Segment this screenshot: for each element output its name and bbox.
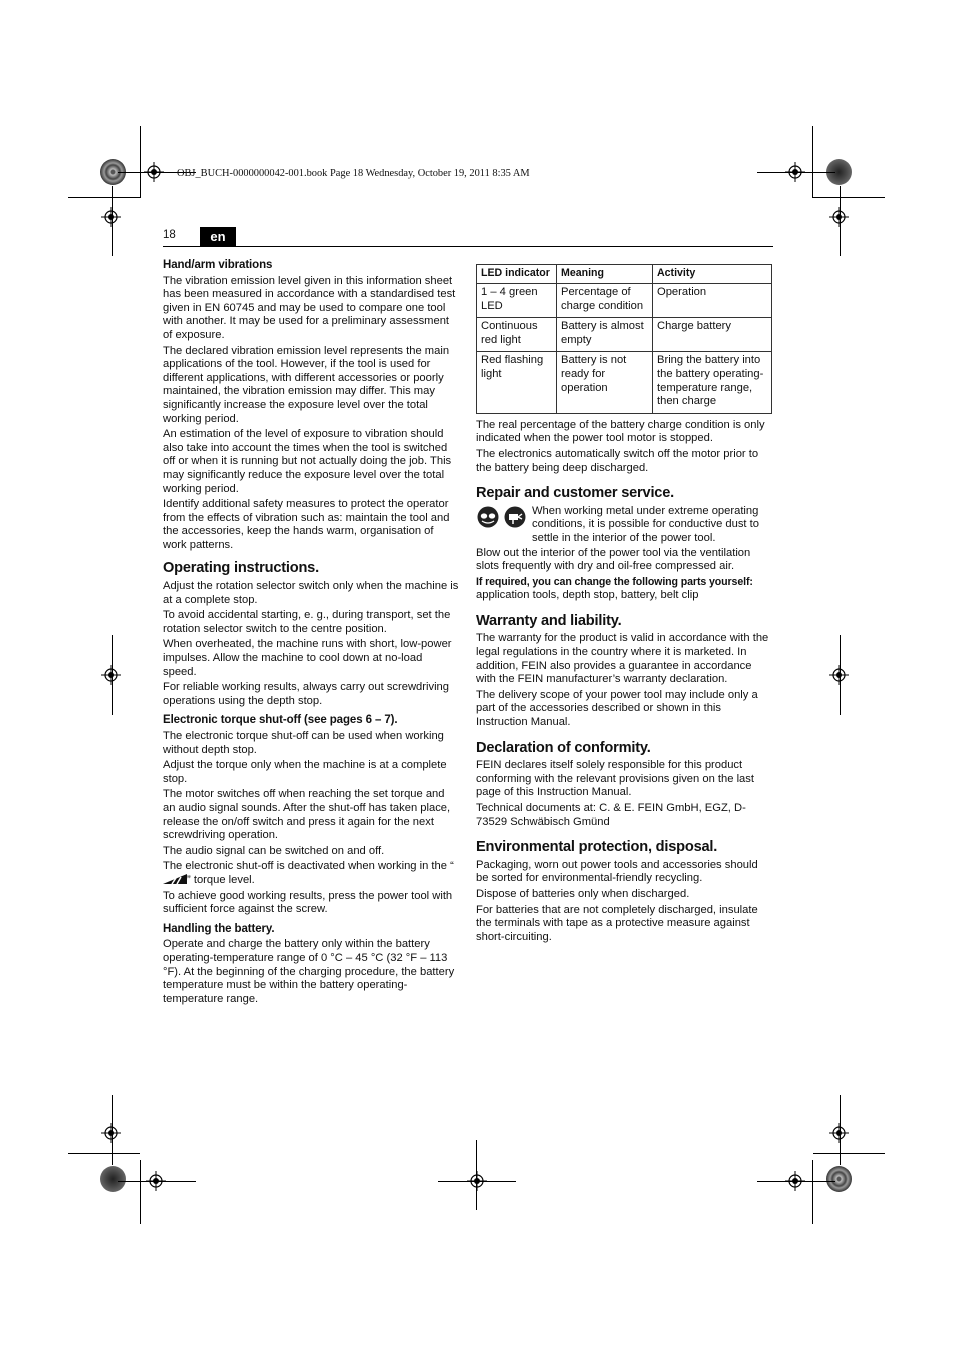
crop-line bbox=[140, 126, 141, 198]
paragraph: The audio signal can be switched on and off. bbox=[163, 844, 385, 857]
deactivated-text-before: The electronic shut-off is deactivated when working in the “ bbox=[163, 860, 454, 873]
left-column bbox=[163, 259, 459, 1008]
paragraph: The electronics automatically switch off the motor prior to the battery being deep discharged. bbox=[476, 447, 759, 474]
paragraph: The declared vibration emission level represents the main applications of the tool. However, if the tool is used for different applications, with different accessories or poorly maintained, the vibration emission may differ. This may significantly increase the exposure level over the total working period. bbox=[163, 344, 450, 425]
crop-line bbox=[813, 197, 885, 198]
paragraph: The warranty for the product is valid in accordance with the legal regulations in the country where it is marketed. In addition, FEIN also provides a guarantee in accordance with the FEIN manufacturer’s warranty declaration. bbox=[476, 632, 769, 686]
paragraph: An estimation of the level of exposure to vibration should also take into account the times when the tool is switched off or when it is running but not actually doing the job. This may significantly reduce the exposure level over the total working period. bbox=[163, 428, 452, 495]
battery-section bbox=[163, 923, 459, 1007]
torque-heading: Electronic torque shut-off (see pages 6 – 7). bbox=[163, 714, 398, 727]
registration-mark-icon bbox=[829, 207, 849, 227]
crop-line bbox=[813, 1153, 885, 1154]
paragraph: Identify additional safety measures to protect the operator from the effects of vibration such as: maintain the tool and the accessories, keep the hands warm, organisation of work patterns. bbox=[163, 498, 450, 551]
crop-line bbox=[118, 1181, 196, 1182]
paragraph: The delivery scope of your power tool may include only a part of the accessories described or shown in this Instruction Manual. bbox=[476, 688, 758, 729]
led-table bbox=[476, 264, 772, 414]
paragraph: The electronic torque shut-off can be used when working without depth stop. bbox=[163, 730, 444, 756]
crop-line bbox=[840, 1095, 841, 1165]
paragraph: To avoid accidental starting, e. g., during transport, set the rotation selector switch to the centre position. bbox=[163, 609, 451, 635]
crop-line bbox=[112, 1095, 113, 1165]
paragraph: For batteries that are not completely discharged, insulate the terminals with tape as a protective measure against short-circuiting. bbox=[476, 903, 758, 943]
crop-line bbox=[840, 635, 841, 715]
table-cell: Battery is almost empty bbox=[557, 318, 653, 352]
color-rosette-icon bbox=[100, 1166, 126, 1192]
paragraph: The motor switches off when reaching the set torque and an audio signal sounds. After the shut-off has taken place, release the on/off switch and press it again for the next screwdriving operation. bbox=[163, 788, 451, 842]
table-header: Activity bbox=[653, 265, 772, 284]
environment-section bbox=[476, 841, 773, 944]
crop-line bbox=[812, 1160, 813, 1224]
paragraph: Dispose of batteries only when discharged. bbox=[476, 887, 690, 900]
table-cell: 1 – 4 green LED bbox=[477, 284, 557, 318]
crop-line bbox=[840, 186, 841, 256]
registration-mark-icon bbox=[101, 1123, 121, 1143]
header-rule bbox=[163, 246, 773, 247]
conformity-section bbox=[476, 739, 773, 830]
crop-line bbox=[68, 197, 140, 198]
table-row bbox=[477, 284, 772, 318]
table-cell: Bring the battery into the battery operating-temperature range, then charge bbox=[653, 352, 772, 413]
table-header-row bbox=[477, 265, 772, 284]
paragraph: Blow out the interior of the power tool via the ventilation slots frequently with dry and oil-free compressed air. bbox=[476, 546, 751, 573]
table-cell: Percentage of charge condition bbox=[557, 284, 653, 318]
paragraph: The real percentage of the battery charge condition is only indicated when the power tool motor is stopped. bbox=[476, 418, 765, 445]
repair-icon-block bbox=[476, 505, 773, 546]
paragraph: For reliable working results, always carry out screwdriving operations using the depth stop. bbox=[163, 681, 449, 707]
torque-section bbox=[163, 714, 459, 916]
language-tab: en bbox=[200, 227, 236, 246]
crop-line bbox=[438, 1181, 516, 1182]
crop-line bbox=[68, 1153, 140, 1154]
warranty-section bbox=[476, 612, 773, 730]
paragraph: When working metal under extreme operating conditions, it is possible for conductive dust to settle in the interior of the power tool. bbox=[532, 504, 759, 544]
warranty-heading: Warranty and liability. bbox=[476, 612, 622, 629]
torque-level-icon bbox=[163, 874, 187, 884]
paragraph: application tools, depth stop, battery, belt clip bbox=[476, 589, 699, 602]
paragraph: Technical documents at: C. & E. FEIN GmbH, EGZ, D-73529 Schwäbisch Gmünd bbox=[476, 802, 746, 828]
table-row bbox=[477, 318, 772, 352]
paragraph: Packaging, worn out power tools and accessories should be sorted for environmental-friendly recycling. bbox=[476, 858, 758, 885]
compressed-air-icon bbox=[504, 506, 526, 528]
registration-mark-icon bbox=[101, 207, 121, 227]
crop-line bbox=[476, 1140, 477, 1210]
replaceable-parts-heading: If required, you can change the following parts yourself: bbox=[476, 575, 753, 588]
paragraph: When overheated, the machine runs with short, low-power impulses. Allow the machine to cool down at no-load speed. bbox=[163, 638, 452, 678]
page-number: 18 bbox=[163, 229, 176, 241]
crop-line bbox=[112, 635, 113, 715]
deactivated-text-after: ” torque level. bbox=[187, 873, 255, 886]
operating-section bbox=[163, 562, 459, 708]
crop-line bbox=[757, 1181, 835, 1182]
table-cell: Continuous red light bbox=[477, 318, 557, 352]
registration-mark-icon bbox=[829, 665, 849, 685]
crop-line bbox=[812, 126, 813, 198]
paragraph bbox=[163, 860, 459, 887]
crop-line bbox=[140, 1160, 141, 1224]
table-cell: Red flashing light bbox=[477, 352, 557, 413]
color-rosette-icon bbox=[826, 1166, 852, 1192]
table-row bbox=[477, 352, 772, 413]
paragraph: The vibration emission level given in this information sheet has been measured in accordance with a standardised test given in EN 60745 and may be used to compare one tool with another. It may be used for a preliminary assessment of exposure. bbox=[163, 274, 456, 341]
repair-section bbox=[476, 487, 773, 603]
table-cell: Battery is not ready for operation bbox=[557, 352, 653, 413]
paragraph: Adjust the torque only when the machine is at a complete stop. bbox=[163, 759, 447, 785]
paragraph: To achieve good working results, press the power tool with sufficient force against the screw. bbox=[163, 889, 453, 916]
after-table-text bbox=[476, 419, 773, 475]
battery-heading: Handling the battery. bbox=[163, 922, 275, 935]
safety-icons bbox=[476, 505, 528, 529]
environment-heading: Environmental protection, disposal. bbox=[476, 839, 718, 856]
conformity-heading: Declaration of conformity. bbox=[476, 739, 651, 756]
registration-mark-icon bbox=[829, 1123, 849, 1143]
print-header: OBJ_BUCH-0000000042-001.book Page 18 Wednesday, October 19, 2011 8:35 AM bbox=[177, 168, 530, 179]
hand-arm-section bbox=[163, 259, 459, 552]
repair-heading: Repair and customer service. bbox=[476, 485, 674, 502]
table-header: LED indicator bbox=[477, 265, 557, 284]
table-header: Meaning bbox=[557, 265, 653, 284]
hand-arm-heading: Hand/arm vibrations bbox=[163, 259, 273, 271]
registration-mark-icon bbox=[101, 665, 121, 685]
table-cell: Charge battery bbox=[653, 318, 772, 352]
crop-line bbox=[757, 172, 835, 173]
crop-line bbox=[112, 186, 113, 256]
paragraph: Adjust the rotation selector switch only when the machine is at a complete stop. bbox=[163, 580, 459, 606]
table-cell: Operation bbox=[653, 284, 772, 318]
paragraph: FEIN declares itself solely responsible for this product conforming with the relevant provisions given on the last page of this Instruction Manual. bbox=[476, 759, 754, 799]
safety-goggles-icon bbox=[477, 506, 499, 528]
operating-heading: Operating instructions. bbox=[163, 560, 319, 577]
right-column bbox=[476, 264, 773, 946]
paragraph: Operate and charge the battery only within the battery operating-temperature range of 0 °C – 45 °C (32 °F – 113 °F). At the beginning of the charging procedure, the battery temperature must be within the battery operating-temperature range. bbox=[163, 938, 455, 1005]
